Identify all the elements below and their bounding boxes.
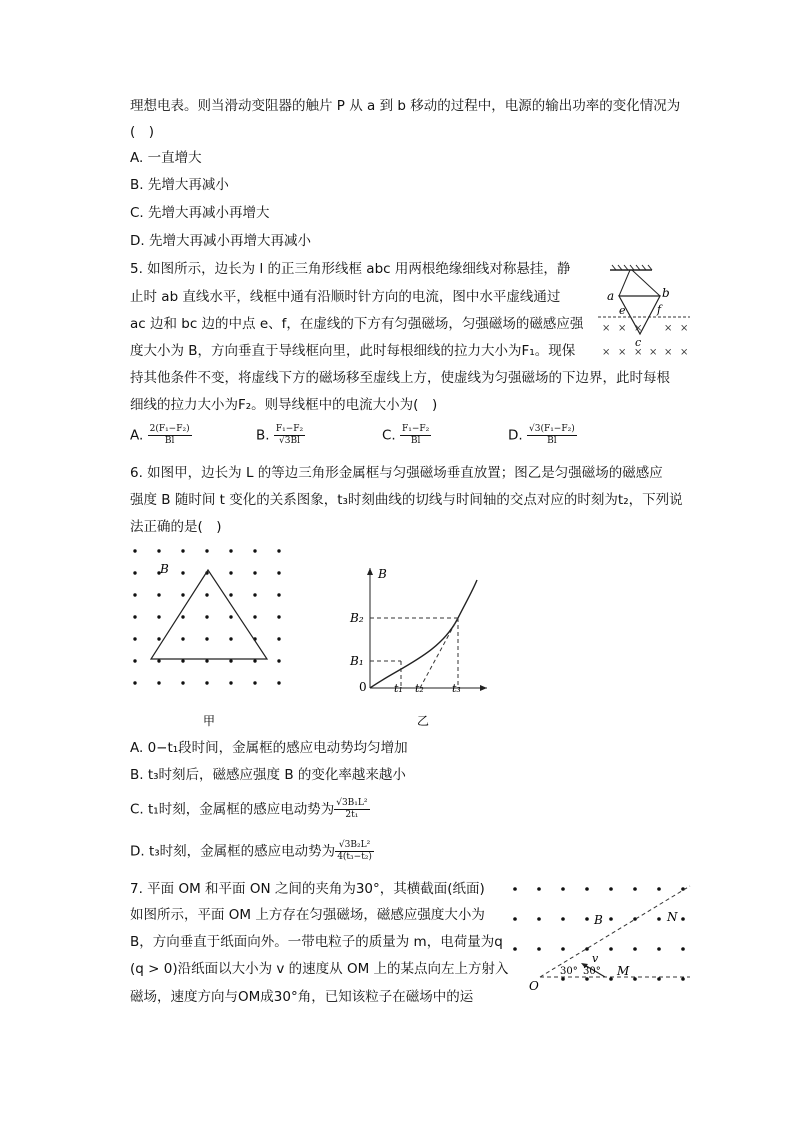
field-dot <box>277 571 280 574</box>
q5-line: ac 边和 bc 边的中点 e、f，在虚线的下方有匀强磁场，匀强磁场的磁感应强 <box>130 316 584 332</box>
q6-line: 强度 B 随时间 t 变化的关系图象，t₃时刻曲线的切线与时间轴的交点对应的时刻为t₂，下列说 <box>130 492 683 508</box>
field-dot <box>181 659 184 662</box>
label-b: B <box>594 913 603 927</box>
q7-line: (q > 0)沿纸面以大小为 v 的速度从 OM 上的某点向左上方射入 <box>130 961 509 977</box>
field-dot <box>585 917 589 921</box>
field-dot <box>253 549 256 552</box>
origin-label: 0 <box>359 680 367 694</box>
q6-figure-jia <box>125 542 290 732</box>
label-a: a <box>607 289 615 303</box>
field-dot <box>609 887 613 891</box>
q7-figure <box>505 880 700 995</box>
field-dot <box>205 615 208 618</box>
field-dot <box>277 593 280 596</box>
q5-line: 度大小为 B，方向垂直于导线框向里，此时每根细线的拉力大小为F₁。现保 <box>130 343 576 359</box>
field-dot <box>205 659 208 662</box>
q5-option-d: D. $\frac{\text{√3(F₁−F₂)}}{Bl}$ <box>508 424 575 446</box>
q7-line: 磁场，速度方向与OM成30°角，已知该粒子在磁场中的运 <box>130 989 474 1005</box>
tick-b2: B₂ <box>350 611 364 625</box>
field-cross: × <box>634 347 643 358</box>
q6-option-c: C. t₁时刻，金属框的感应电动势为 $\frac{\text{√3B₁L²}}{\text{2t₁}}$ <box>130 798 368 820</box>
field-cross: × <box>602 323 611 334</box>
field-dot <box>633 977 637 981</box>
field-dot <box>205 549 208 552</box>
q7-line: B，方向垂直于纸面向外。一带电粒子的质量为 m，电荷量为q <box>130 934 503 950</box>
field-dot <box>205 593 208 596</box>
field-cross: × <box>664 347 673 358</box>
field-label-b: B <box>160 562 169 576</box>
field-dot <box>157 637 160 640</box>
field-cross: × <box>618 323 627 334</box>
q6-line: 法正确的是( ) <box>130 519 222 535</box>
q6-figure-yi <box>345 562 495 732</box>
field-dot <box>657 977 661 981</box>
caption-yi: 乙 <box>417 714 430 728</box>
label-f: f <box>657 303 662 316</box>
field-dot <box>133 615 136 618</box>
field-dot <box>681 947 685 951</box>
angle-label-1: 30° <box>560 966 578 977</box>
label-m: M <box>617 964 630 978</box>
field-dot <box>205 637 208 640</box>
q7-line: 如图所示，平面 OM 上方存在匀强磁场，磁感应强度大小为 <box>130 907 485 923</box>
q5-triangle-figure <box>594 262 694 362</box>
field-dot <box>513 947 517 951</box>
q4-option-d: D. 先增大再减小再增大再减小 <box>130 233 311 249</box>
q5-line: 止时 ab 直线水平，线框中通有沿顺时针方向的电流，图中水平虚线通过 <box>130 289 561 305</box>
tick-b1: B₁ <box>350 654 364 668</box>
q5-option-a: A. $\frac{\text{2(F₁−F₂)}}{Bl}$ <box>130 424 190 446</box>
field-dot <box>133 659 136 662</box>
field-dot <box>657 947 661 951</box>
field-dot <box>133 549 136 552</box>
field-dot <box>633 887 637 891</box>
field-cross: × <box>618 347 627 358</box>
field-dot <box>585 977 589 981</box>
field-dot <box>585 887 589 891</box>
field-dot <box>229 615 232 618</box>
intro-line: 理想电表。则当滑动变阻器的触片 P 从 a 到 b 移动的过程中，电源的输出功率的变化情况为 <box>130 98 681 114</box>
q6-line: 6. 如图甲，边长为 L 的等边三角形金属框与匀强磁场垂直放置；图乙是匀强磁场的磁感应 <box>130 465 663 481</box>
angle-label-2: 30° <box>583 966 601 977</box>
field-dot <box>253 615 256 618</box>
field-dot <box>681 977 685 981</box>
label-e: e <box>619 304 626 317</box>
field-dot <box>181 681 184 684</box>
field-dot <box>133 571 136 574</box>
field-dot <box>253 681 256 684</box>
field-cross: × <box>602 347 611 358</box>
field-dot <box>157 549 160 552</box>
field-dot <box>229 681 232 684</box>
field-dot <box>181 593 184 596</box>
question-bracket: ( ) <box>130 124 155 140</box>
field-dot <box>537 887 541 891</box>
field-dot <box>253 659 256 662</box>
field-dot <box>229 593 232 596</box>
field-dot <box>229 549 232 552</box>
field-dot <box>513 887 517 891</box>
q5-line: 细线的拉力大小为F₂。则导线框中的电流大小为( ) <box>130 397 438 413</box>
field-dot <box>229 659 232 662</box>
caption-jia: 甲 <box>203 714 216 728</box>
field-dot <box>609 977 613 981</box>
field-dot <box>133 681 136 684</box>
q6-option-b: B. t₃时刻后，磁感应强度 B 的变化率越来越小 <box>130 767 406 783</box>
q5-line: 5. 如图所示，边长为 l 的正三角形线框 abc 用两根绝缘细线对称悬挂，静 <box>130 261 571 277</box>
field-dot <box>277 637 280 640</box>
field-dot <box>157 615 160 618</box>
tick-t3: t₃ <box>452 682 461 695</box>
q4-option-b: B. 先增大再减小 <box>130 177 229 193</box>
field-dot <box>537 947 541 951</box>
q4-option-a: A. 一直增大 <box>130 150 202 166</box>
label-o: O <box>529 979 539 993</box>
field-dot <box>561 887 565 891</box>
field-dot <box>537 917 541 921</box>
field-dot <box>561 947 565 951</box>
field-dot <box>253 571 256 574</box>
field-dot <box>133 593 136 596</box>
field-dot <box>157 593 160 596</box>
field-dot <box>561 917 565 921</box>
label-n: N <box>667 910 678 924</box>
label-v: v <box>592 952 599 965</box>
field-cross: × <box>680 347 689 358</box>
label-c: c <box>635 336 642 349</box>
q4-option-c: C. 先增大再减小再增大 <box>130 205 270 221</box>
field-dot <box>681 917 685 921</box>
field-dot <box>181 571 184 574</box>
field-dot <box>277 681 280 684</box>
field-dot <box>657 887 661 891</box>
field-dot <box>609 917 613 921</box>
field-dot <box>157 681 160 684</box>
field-dot <box>277 549 280 552</box>
field-dot <box>277 659 280 662</box>
field-cross: × <box>649 347 658 358</box>
field-cross: × <box>634 323 643 334</box>
field-dot <box>157 659 160 662</box>
field-dot <box>561 977 565 981</box>
tick-t1: t₁ <box>394 682 403 695</box>
label-b: b <box>662 286 670 300</box>
field-dot <box>609 947 613 951</box>
field-dot <box>181 615 184 618</box>
q5-option-b: B. $\frac{\text{F₁−F₂}}{√3Bl}$ <box>256 424 304 446</box>
q6-option-d: D. t₃时刻，金属框的感应电动势为 $\frac{\text{√3B₂L²}}{\text{4(t₃−t₂)}}$ <box>130 840 372 862</box>
field-dot <box>657 917 661 921</box>
field-dot <box>229 571 232 574</box>
field-cross: × <box>680 323 689 334</box>
field-cross: × <box>664 323 673 334</box>
field-dot <box>229 637 232 640</box>
field-dot <box>253 593 256 596</box>
field-dot <box>277 615 280 618</box>
q6-option-a: A. 0−t₁段时间，金属框的感应电动势均匀增加 <box>130 740 408 756</box>
q5-line: 持其他条件不变，将虚线下方的磁场移至虚线上方，使虚线为匀强磁场的下边界，此时每根 <box>130 370 670 386</box>
field-dot <box>133 637 136 640</box>
q7-line: 7. 平面 OM 和平面 ON 之间的夹角为30°，其横截面(纸面) <box>130 881 485 897</box>
field-dot <box>181 637 184 640</box>
q5-option-c: C. $\frac{\text{F₁−F₂}}{Bl}$ <box>382 424 430 446</box>
tick-t2: t₂ <box>415 682 424 695</box>
field-dot <box>513 917 517 921</box>
axis-label-b: B <box>378 567 387 581</box>
field-dot <box>181 549 184 552</box>
field-dot <box>633 947 637 951</box>
field-dot <box>205 681 208 684</box>
